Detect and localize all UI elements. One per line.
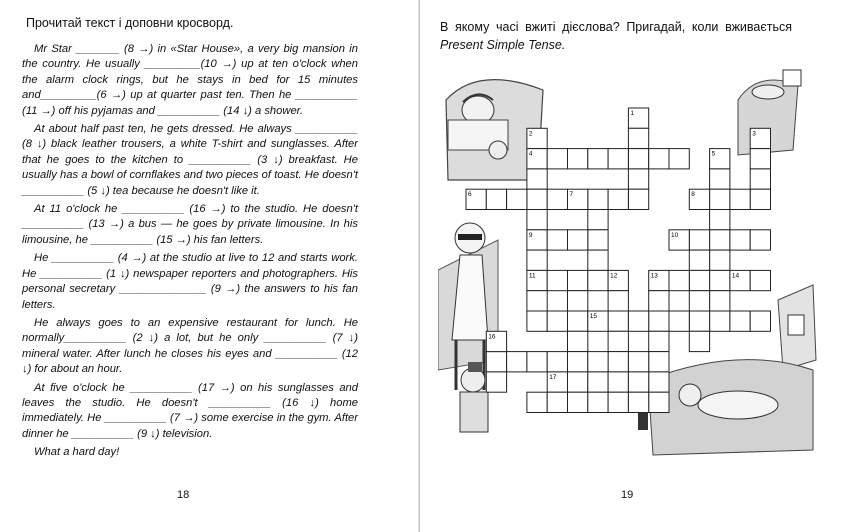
crossword-cell[interactable]	[628, 189, 648, 209]
crossword-cell[interactable]	[628, 372, 648, 392]
crossword-cell[interactable]	[608, 352, 628, 372]
crossword-cell[interactable]	[730, 230, 750, 250]
crossword-cell[interactable]	[750, 189, 770, 209]
crossword-cell[interactable]	[750, 230, 770, 250]
intro-term: Present Simple Tense.	[440, 38, 566, 52]
crossword-cell[interactable]	[750, 311, 770, 331]
crossword-cell[interactable]	[710, 210, 730, 230]
intro-text	[440, 18, 792, 54]
crossword-cell[interactable]	[710, 149, 730, 169]
clue-number: 3	[752, 130, 756, 138]
crossword-cell[interactable]	[588, 352, 608, 372]
crossword-cell[interactable]	[527, 149, 547, 169]
crossword-cell[interactable]	[588, 250, 608, 270]
clue-number: 1	[630, 110, 635, 117]
crossword-cell[interactable]	[588, 210, 608, 230]
crossword-cell[interactable]	[608, 189, 628, 209]
crossword-cell[interactable]	[649, 311, 669, 331]
crossword-cell[interactable]	[669, 149, 689, 169]
crossword-cell[interactable]	[588, 189, 608, 209]
crossword-cell[interactable]	[568, 149, 588, 169]
clue-number: 11	[528, 272, 536, 280]
paragraph: He __________ (4 →) at the studio at live to 12 and starts work. He __________ (1 ↓) newspaper reporters and photographers. His personal secretary ______________ (9 →) the answers to his fan letters.	[22, 252, 358, 311]
page-number: 18	[177, 489, 190, 501]
page-number: 19	[621, 489, 634, 501]
crossword-cell[interactable]	[710, 169, 730, 189]
crossword-cell[interactable]	[730, 311, 750, 331]
crossword-cell[interactable]	[710, 189, 730, 209]
clue-number: 16	[488, 333, 496, 341]
crossword-cell[interactable]	[527, 250, 547, 270]
crossword-cell[interactable]	[689, 189, 709, 209]
crossword-cell[interactable]	[547, 230, 567, 250]
paragraph: At about half past ten, he gets dressed. He always __________ (8 ↓) black leather trousers, a white T-shirt and sunglasses. After that he goes to the kitchen to __________ (3 ↓) breakfast. He usually has a bowl of cornflakes and two pieces of toast. He doesn't __________ (5 ↓) tea because he doesn't like it.	[22, 123, 358, 197]
crossword-cell[interactable]	[588, 149, 608, 169]
crossword-cell[interactable]	[527, 210, 547, 230]
crossword-cell[interactable]	[588, 230, 608, 250]
crossword-cell[interactable]	[486, 331, 506, 351]
crossword-cell[interactable]	[628, 169, 648, 189]
crossword-cell[interactable]	[527, 128, 547, 148]
paragraph: At 11 o'clock he __________ (16 →) to the studio. He doesn't __________ (13 →) a bus — he goes by private limousine. In his limousine, he __________ (15 →) his fan letters.	[22, 203, 358, 246]
crossword-cell[interactable]	[527, 311, 547, 331]
clue-number: 9	[528, 231, 533, 239]
crossword-cell[interactable]	[649, 270, 669, 290]
crossword-cell[interactable]	[750, 128, 770, 148]
crossword-cell[interactable]	[730, 189, 750, 209]
crossword-cell[interactable]	[547, 311, 567, 331]
crossword-cell[interactable]	[710, 311, 730, 331]
crossword-cell[interactable]	[588, 270, 608, 290]
crossword-cell[interactable]	[608, 270, 628, 290]
crossword-cell[interactable]	[689, 270, 709, 290]
crossword-cell[interactable]	[628, 311, 648, 331]
clue-number: 17	[549, 373, 557, 381]
crossword-cell[interactable]	[547, 352, 567, 372]
clue-number: 7	[569, 191, 574, 199]
crossword-cell[interactable]	[568, 311, 588, 331]
crossword-cell[interactable]	[568, 270, 588, 290]
crossword-cell[interactable]	[547, 372, 567, 392]
crossword-cell[interactable]	[649, 372, 669, 392]
crossword-cell[interactable]	[568, 392, 588, 412]
paragraph: He always goes to an expensive restaurant for lunch. He normally__________ (2 ↓) a lot, but he only __________ (7 ↓) mineral water. After lunch he closes his eyes and __________ (12 ↓) for about an hour.	[22, 316, 358, 376]
clue-number: 6	[468, 191, 472, 199]
crossword-cell[interactable]	[710, 250, 730, 270]
crossword-cell[interactable]	[608, 149, 628, 169]
crossword-cell[interactable]	[486, 372, 506, 392]
crossword-cell[interactable]	[486, 352, 506, 372]
crossword-cell[interactable]	[588, 392, 608, 412]
crossword-cell[interactable]	[568, 372, 588, 392]
crossword-cell[interactable]	[486, 189, 506, 209]
clue-number: 14	[731, 272, 740, 280]
crossword-cell[interactable]	[750, 270, 770, 290]
crossword-cell[interactable]	[568, 352, 588, 372]
crossword-cell[interactable]	[608, 331, 628, 351]
crossword-cell[interactable]	[710, 291, 730, 311]
crossword-cell[interactable]	[507, 189, 527, 209]
crossword-cell[interactable]	[649, 149, 669, 169]
crossword-cell[interactable]	[649, 392, 669, 412]
clue-number: 8	[691, 191, 695, 199]
crossword-cell[interactable]	[710, 230, 730, 250]
crossword-cell[interactable]	[527, 352, 547, 372]
crossword-cell[interactable]	[588, 372, 608, 392]
crossword-cell[interactable]	[669, 230, 689, 250]
clue-number: 12	[610, 272, 618, 280]
crossword-cell[interactable]	[507, 352, 527, 372]
exercise-text	[22, 42, 358, 464]
crossword-cell[interactable]	[608, 291, 628, 311]
crossword-cell[interactable]	[669, 270, 689, 290]
clue-number: 15	[589, 313, 598, 320]
crossword-cell[interactable]	[689, 291, 709, 311]
crossword-cell[interactable]	[568, 291, 588, 311]
crossword-cell[interactable]	[547, 149, 567, 169]
crossword-cell[interactable]	[527, 169, 547, 189]
crossword-cell[interactable]	[649, 352, 669, 372]
crossword-cell[interactable]	[750, 149, 770, 169]
crossword-cell[interactable]	[689, 250, 709, 270]
crossword-cell[interactable]	[547, 392, 567, 412]
crossword-cell[interactable]	[527, 392, 547, 412]
crossword-cell[interactable]	[628, 128, 648, 148]
crossword-cell[interactable]	[568, 331, 588, 351]
clue-number: 2	[528, 130, 533, 138]
crossword-cell[interactable]	[527, 270, 547, 290]
crossword-cell[interactable]	[689, 230, 709, 250]
crossword-cell[interactable]	[547, 189, 567, 209]
intro-question: В якому часі вжиті дієслова? Пригадай, коли вживається	[440, 20, 792, 34]
crossword-cell[interactable]	[628, 392, 648, 412]
paragraph: Mr Star _______ (8 →) in «Star House», a very big mansion in the country. He usually _________(10 →) up at ten o'clock when the alarm clock rings, but he stays in bed for 15 minutes and_________(6 →) up at quarter past ten. Then he __________ (11 →) off his pyjamas and __________ (14 ↓) a shower.	[22, 43, 358, 117]
crossword-cell[interactable]	[710, 270, 730, 290]
crossword-cell[interactable]	[649, 331, 669, 351]
crossword-cell[interactable]	[730, 270, 750, 290]
crossword-cell[interactable]	[750, 169, 770, 189]
crossword-cell[interactable]	[689, 311, 709, 331]
crossword-cell[interactable]	[588, 311, 608, 331]
crossword-cell[interactable]	[608, 392, 628, 412]
paragraph: What a hard day!	[34, 446, 120, 459]
clue-number: 10	[671, 231, 679, 239]
crossword-cell[interactable]	[608, 372, 628, 392]
crossword-cell[interactable]	[527, 230, 547, 250]
phone-illustration	[778, 285, 816, 370]
crossword-cell[interactable]	[669, 311, 689, 331]
exercise-heading: Прочитай текст і доповни кросворд.	[26, 16, 234, 30]
right-page	[420, 0, 841, 532]
crossword-cell[interactable]	[527, 189, 547, 209]
crossword-cell[interactable]	[649, 291, 669, 311]
paragraph: At five o'clock he __________ (17 →) on his sunglasses and leaves the studio. He doesn't __________ (16 ↓) home immediately. He __________ (7 →) some exercise in the gym. After dinner he __________ (9 ↓) television.	[22, 381, 358, 440]
crossword-cell[interactable]	[608, 311, 628, 331]
clue-number: 5	[711, 150, 716, 158]
crossword-cell[interactable]	[628, 352, 648, 372]
crossword-cell[interactable]	[466, 189, 486, 209]
crossword-cell[interactable]	[568, 189, 588, 209]
clue-number: 4	[528, 150, 533, 158]
crossword-cell[interactable]	[547, 270, 567, 290]
crossword-cell[interactable]	[527, 291, 547, 311]
crossword-cell[interactable]	[628, 108, 648, 128]
left-page	[0, 0, 420, 532]
crossword-cell[interactable]	[689, 331, 709, 351]
crossword-cell[interactable]	[628, 149, 648, 169]
crossword-cell[interactable]	[568, 230, 588, 250]
clue-number: 13	[650, 272, 658, 280]
